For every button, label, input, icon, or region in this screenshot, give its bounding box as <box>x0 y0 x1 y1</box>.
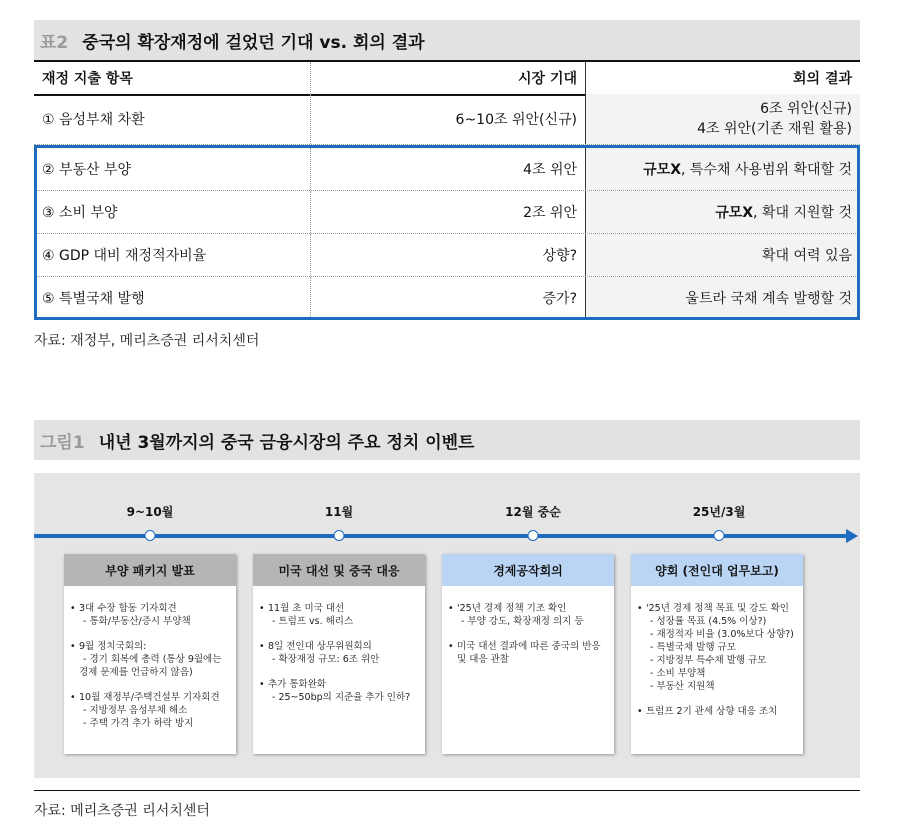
card-sub: - 소비 부양책 <box>650 668 706 679</box>
card-header: 부양 패키지 발표 <box>64 554 236 586</box>
timeline-marker <box>528 530 539 541</box>
table-row <box>34 94 860 145</box>
timeline-marker <box>145 530 156 541</box>
card-sub: - 경기 회복에 총력 (통상 9월에는 <box>83 654 222 665</box>
table-row <box>34 191 860 234</box>
event-card <box>64 554 236 754</box>
table-title-bar <box>34 20 860 60</box>
header-item: 재정 지출 항목 <box>42 71 133 87</box>
row-expect: 2조 위안 <box>310 191 585 233</box>
row-expect: 증가? <box>310 277 585 319</box>
card-bullet: • '25년 경제 정책 목표 및 강도 확인 <box>637 602 799 615</box>
figure-title: 내년 3월까지의 중국 금융시장의 주요 정치 이벤트 <box>98 432 475 453</box>
card-sub: 경제 문제를 언급하지 않음) <box>79 667 193 678</box>
row-result <box>585 94 860 144</box>
row-item: ④ GDP 대비 재정적자비율 <box>42 248 207 264</box>
result-rest: , 확대 지원할 것 <box>753 205 852 221</box>
bottom-divider <box>34 790 860 791</box>
table-source: 자료: 재정부, 메리츠증권 리서치센터 <box>34 333 260 349</box>
result-line: 6조 위안(신규) <box>760 101 852 117</box>
card-sub: - 확장재정 규모: 6조 위안 <box>272 654 380 665</box>
card-sub: - 트럼프 vs. 해리스 <box>272 616 354 627</box>
timeline-marker <box>714 530 725 541</box>
card-sub: - 지방정부 음성부채 해소 <box>83 705 188 716</box>
card-header: 경제공작회의 <box>442 554 614 586</box>
timeline-label: 12월 중순 <box>505 505 561 519</box>
timeline-label: 25년/3월 <box>692 505 746 519</box>
card-bullet: • 10월 재정부/주택건설부 기자회견 <box>70 691 232 704</box>
card-bullet: • 추가 통화완화 <box>259 678 421 691</box>
card-bullet: • 3대 수장 합동 기자회견 <box>70 602 232 615</box>
figure-title-bar <box>34 420 860 460</box>
table-row <box>34 148 860 191</box>
card-bullet: • 미국 대선 결과에 따른 중국의 반응 <box>448 640 610 653</box>
timeline-axis <box>34 534 848 538</box>
card-sub: - 특별국채 발행 규모 <box>650 642 736 653</box>
result-rest: , 특수채 사용범위 확대할 것 <box>680 162 852 178</box>
row-expect: 4조 위안 <box>310 148 585 190</box>
row-item: ② 부동산 부양 <box>42 162 132 178</box>
row-result: 울트라 국채 계속 발행할 것 <box>585 277 860 319</box>
row-result: 확대 여력 있음 <box>585 234 860 276</box>
timeline-arrowhead <box>846 529 858 543</box>
figure-tag: 그림1 <box>40 432 85 453</box>
timeline-label: 9~10월 <box>126 505 174 519</box>
card-sub: - 재정적자 비율 (3.0%보다 상향?) <box>650 629 794 640</box>
card-bullet: • '25년 경제 정책 기조 확인 <box>448 602 610 615</box>
result-bold: 규모X <box>715 205 754 221</box>
card-sub: - 부양 강도, 확장재정 의지 등 <box>461 616 584 627</box>
result-line: 4조 위안(기존 재원 활용) <box>697 121 852 137</box>
card-bullet: • 트럼프 2기 관세 상향 대응 조치 <box>637 705 799 718</box>
table-row <box>34 277 860 319</box>
card-header: 양회 (전인대 업무보고) <box>631 554 803 586</box>
timeline-figure <box>34 473 860 778</box>
card-sub: 및 대응 관찰 <box>457 654 509 665</box>
row-result <box>585 148 860 190</box>
card-bullet: • 9월 정치국회의: <box>70 640 232 653</box>
row-item: ③ 소비 부양 <box>42 205 118 221</box>
row-expect: 6~10조 위안(신규) <box>310 94 585 144</box>
table-title: 중국의 확장재정에 걸었던 기대 vs. 회의 결과 <box>82 32 425 53</box>
card-sub: - 지방정부 특수채 발행 규모 <box>650 655 767 666</box>
card-sub: - 25~50bp의 지준율 추가 인하? <box>272 692 411 703</box>
row-item: ① 음성부채 차환 <box>42 112 145 128</box>
event-card <box>253 554 425 754</box>
result-bold: 규모X <box>643 162 681 178</box>
card-sub: - 부동산 지원책 <box>650 681 715 692</box>
table-row <box>34 234 860 277</box>
figure-source: 자료: 메리츠증권 리서치센터 <box>34 803 210 819</box>
card-sub: - 주택 가격 추가 하락 방지 <box>83 718 194 729</box>
table-tag: 표2 <box>40 32 69 53</box>
event-card <box>442 554 614 754</box>
header-result: 회의 결과 <box>585 62 860 94</box>
card-bullet: • 11월 초 미국 대선 <box>259 602 421 615</box>
timeline-marker <box>334 530 345 541</box>
event-card <box>631 554 803 754</box>
row-expect: 상향? <box>310 234 585 276</box>
card-sub: - 성장률 목표 (4.5% 이상?) <box>650 616 767 627</box>
timeline-label: 11월 <box>324 505 354 519</box>
header-expect: 시장 기대 <box>310 62 585 94</box>
row-result <box>585 191 860 233</box>
card-bullet: • 8일 전인대 상무위원회의 <box>259 640 421 653</box>
card-sub: - 통화/부동산/증시 부양책 <box>83 616 191 627</box>
row-item: ⑤ 특별국채 발행 <box>42 291 145 307</box>
card-header: 미국 대선 및 중국 대응 <box>253 554 425 586</box>
table-header-row <box>34 60 860 96</box>
